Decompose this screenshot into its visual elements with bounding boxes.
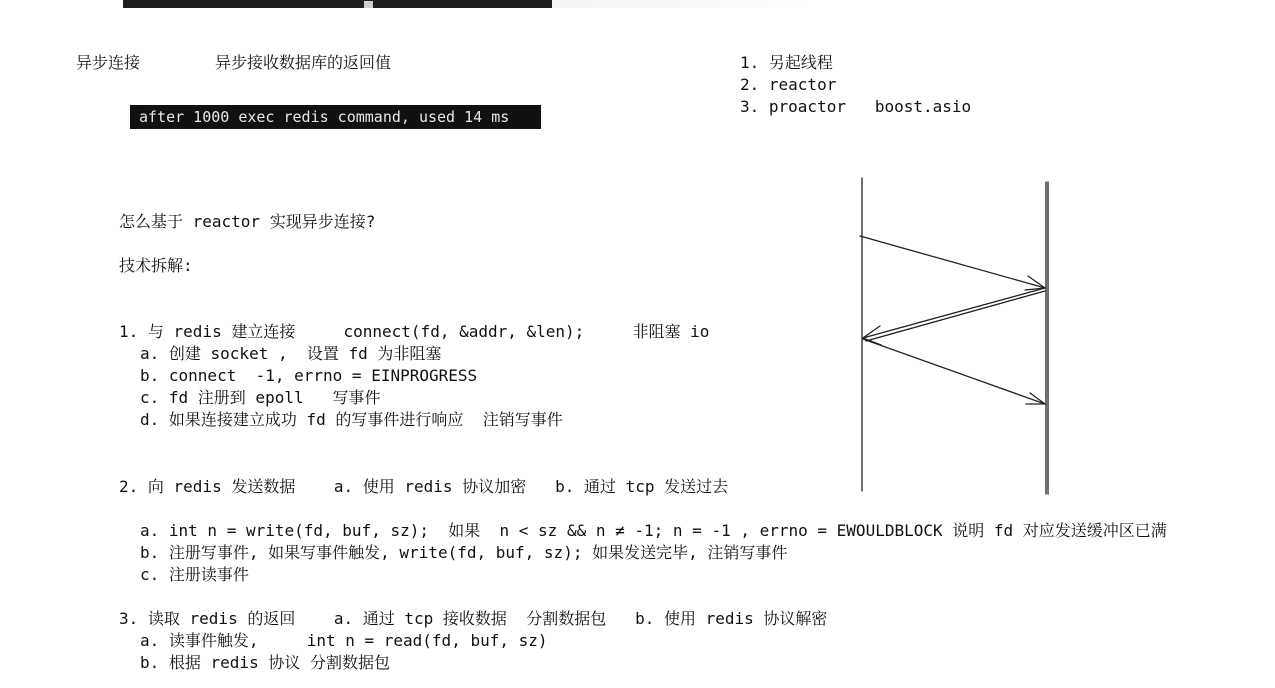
breakdown-heading: 技术拆解: (119, 256, 193, 275)
async-receive-label: 异步接收数据库的返回值 (215, 53, 392, 72)
option-item: 2. reactor (740, 75, 837, 94)
step-1-item: c. fd 注册到 epoll 写事件 (140, 388, 381, 407)
step-1-title: 1. 与 redis 建立连接 connect(fd, &addr, &len); 非阻塞 io (119, 322, 710, 341)
option-item: 3. proactor boost.asio (740, 97, 972, 116)
terminal-output: after 1000 exec redis command, used 14 ms (130, 105, 541, 129)
option-item: 1. 另起线程 (740, 53, 833, 72)
response-arrow (863, 288, 1045, 345)
async-connect-label: 异步连接 (76, 53, 141, 72)
step-2-title: 2. 向 redis 发送数据 a. 使用 redis 协议加密 b. 通过 tcp 发送过去 (119, 477, 729, 496)
step-3-item: b. 根据 redis 协议 分割数据包 (140, 653, 390, 672)
step-2-item: b. 注册写事件, 如果写事件触发, write(fd, buf, sz); 如果发送完毕, 注销写事件 (140, 543, 788, 562)
step-3-title: 3. 读取 redis 的返回 a. 通过 tcp 接收数据 分割数据包 b. 使用 redis 协议解密 (119, 609, 828, 628)
question-text: 怎么基于 reactor 实现异步连接? (119, 212, 376, 231)
request-arrow (860, 236, 1045, 290)
step-1-item: d. 如果连接建立成功 fd 的写事件进行响应 注销写事件 (140, 410, 563, 429)
step-1-item: a. 创建 socket , 设置 fd 为非阻塞 (140, 344, 442, 363)
step-1-item: b. connect -1, errno = EINPROGRESS (140, 366, 478, 385)
step-2-item: a. int n = write(fd, buf, sz); 如果 n < sz && n ≠ -1; n = -1 , errno = EWOULDBLOCK 说明 fd 对应发送缓冲区已满 (140, 521, 1167, 540)
followup-arrow (863, 339, 1045, 404)
step-3-item: a. 读事件触发, int n = read(fd, buf, sz) (140, 631, 548, 650)
step-2-item: c. 注册读事件 (140, 565, 249, 584)
